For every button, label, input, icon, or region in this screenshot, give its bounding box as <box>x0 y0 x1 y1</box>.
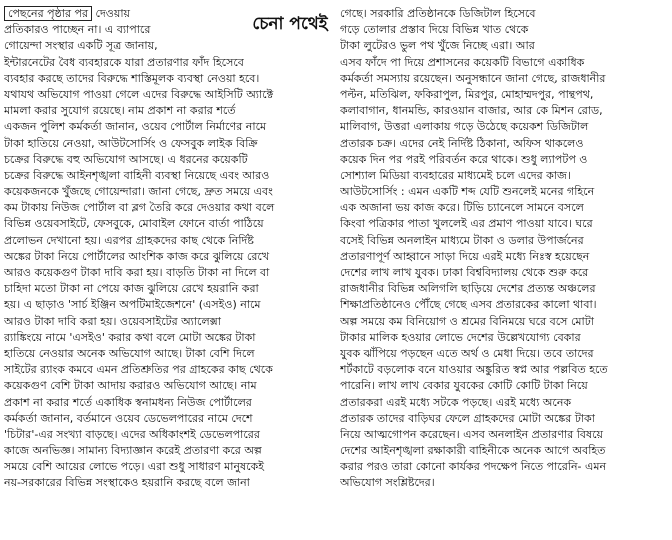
continuation-label: পেছনের পৃষ্ঠার পর <box>4 6 92 21</box>
text-line: গেছে। সরকারি প্রতিষ্ঠানকে ডিজিটাল হিসেবে <box>340 7 536 20</box>
text-line: প্রলোভন দেখানো হয়। এরপর গ্রাহকদের কাছ থেকে নির্দিষ্ট <box>4 233 254 247</box>
text-line: কর্মকর্তা জানান, বর্তমানে ওয়েব ডেভেলপারের নামে দেশে <box>4 411 253 425</box>
text-line: ইন্টারনেটের বৈধ ব্যবহারকে যারা প্রতারণার ফাঁদ হিসেবে <box>4 55 244 69</box>
text-line: কয়েক দিন পর পরই পরিবর্তন করে থাকে। শুধু ল্যাপটপ ও <box>340 152 588 166</box>
text-line: করার পরও তারা কোনো কার্যকর পদক্ষেপ নিতে পারেনি- এমন <box>340 460 607 474</box>
text-line: অল্প সময়ে কম বিনিয়োগ ও শ্রমের বিনিময়ে ঘরে বসে মোটা <box>340 314 594 328</box>
text-line: যথাযথ অভিযোগ পাওয়া গেলে এদের বিরুদ্ধে আইসিটি অ্যাক্টে <box>4 87 274 101</box>
text-line: পারেনি। লাখ লাখ বেকার যুবকের কোটি কোটি টাকা নিয়ে <box>340 379 588 393</box>
text-line: প্রতারক চক্র। এদের নেই নির্দিষ্ট ঠিকানা, অফিস থাকলেও <box>340 136 584 150</box>
text-line: কিংবা পত্রিকার পাতা খুললেই এর প্রমাণ পাওয়া যাবে। ঘরে <box>340 217 593 231</box>
text-line: যুবক ঝাঁপিয়ে পড়ছেন এতে অর্থ ও মেধা দিয়ে। তবে তাদের <box>340 346 594 360</box>
text-line: পল্টন, মতিঝিল, ফকিরাপুল, মিরপুর, মোহাম্মদপুর, পান্থপথ, <box>340 87 594 101</box>
text-line: প্রকাশ না করার শর্তে একাধিক স্বনামধন্য নিউজ পোর্টালের <box>4 395 252 409</box>
text-line: কম টাকায় নিউজ পোর্টাল বা ব্লগ তৈরি করে দেওয়ার কথা বলে <box>4 201 275 215</box>
text-line: চক্রের বিরুদ্ধে বহু অভিযোগ আসছে। এ ধরনের কয়েকটি <box>4 152 248 166</box>
text-line: রাজধানীর বিভিন্ন অলিগলি ছাড়িয়ে দেশের প্রত্যন্ত অঞ্চলের <box>340 282 596 296</box>
text-line: বিভিন্ন ওয়েবসাইটে, ফেসবুকে, মোবাইল ফোনে বার্তা পাঠিয়ে <box>4 217 264 231</box>
text-line: শর্টকাটে বড়লোক বনে যাওয়ার অঙ্কুরিত স্বপ্ন আর পল্লবিত হতে <box>340 363 608 377</box>
text-line: কয়েকজনকে খুঁজছে গোয়েন্দারা। জানা গেছে, দ্রুত সময়ে এবং <box>4 185 273 199</box>
text-line: কর্মকর্তা সমস্যায় রয়েছেন। অনুসন্ধানে জানা গেছে, রাজধানীর <box>340 71 606 85</box>
text-line: গোয়েন্দা সংস্থার একটি সূত্র জানায়, <box>4 39 158 53</box>
text-line: 'চিটার'-এর সংখ্যা বাড়ছে। এদের অধিকাংশই ডেভেলপারের <box>4 427 260 441</box>
text-line: দেওয়ায় <box>92 7 131 20</box>
text-line: এক অজানা ভয় কাজ করে। টিভি চ্যানেলে সামনে বসলে <box>340 201 584 215</box>
text-line: এসব ফাঁদে পা দিয়ে প্রশাসনের কয়েকটি বিভাগে একাধিক <box>340 55 585 69</box>
text-line: বসেই বিভিন্ন অনলাইন মাধ্যমে টাকা ও ডলার উপার্জনের <box>340 233 584 247</box>
right-column <box>340 6 668 492</box>
text-line: শিক্ষাপ্রতিষ্ঠানেও পৌঁছে গেছে এসব প্রতারকের কালো থাবা। <box>340 298 597 312</box>
text-line: মালিবাগ, উত্তরা এলাকায় গড়ে উঠেছে কয়েকশ ডিজিটাল <box>340 120 589 134</box>
text-line: প্রতারকরা এরই মধ্যে সটকে পড়ছে। এরই মধ্যে অনেক <box>340 395 572 409</box>
text-line: সাইটের র‍্যাংক কমবে এমন প্রতিশ্রুতির পর গ্রাহকের কাছ থেকে <box>4 363 273 377</box>
text-line: সোশ্যাল মিডিয়া ব্যবহারের মাধ্যমেই চলে এদের কাজ। <box>340 168 571 182</box>
text-line: আউটসোর্সিং : এমন একটি শব্দ যেটি শুনলেই মনের গহিনে <box>340 185 595 199</box>
text-line: প্রতারক তাদের বাড়িঘর ফেলে গ্রাহকদের মোটা অঙ্কের টাকা <box>340 411 595 425</box>
text-line: নিয়ে আত্মগোপন করেছেন। এসব অনলাইন প্রতারণার বিষয়ে <box>340 427 603 441</box>
text-line: নয়-সরকারের বিভিন্ন সংস্থাকেও হয়রানি করছে বলে জানা <box>4 476 250 490</box>
text-line: কাজে অনভিজ্ঞ। সামান্য বিদ্যাজ্ঞান করেই প্রতারণা করে অল্প <box>4 444 262 458</box>
text-line: টাকা লুটেরও ভুল পথ খুঁজে নিচ্ছে এরা। আর <box>340 39 535 53</box>
article-title: চেনা পথেই <box>248 8 332 40</box>
text-line: ব্যবহার করছে তাদের বিরুদ্ধে শাস্তিমূলক ব্যবস্থা নেওয়া হবে। <box>4 71 260 85</box>
text-line: একজন পুলিশ কর্মকর্তা জানান, ওয়েব পোর্টাল নির্মাণের নামে <box>4 120 267 134</box>
text-line: টাকা হাতিয়ে নেওয়া, আউটসোর্সিং ও ফেসবুক লাইক বিক্রি <box>4 136 258 150</box>
text-line: মামলা করার সুযোগ রয়েছে। নাম প্রকাশ না করার শর্তে <box>4 104 236 118</box>
text-line: দেশের আইনশৃঙ্খলা রক্ষাকারী বাহিনীকে অনেক আগে অবহিত <box>340 444 606 458</box>
text-line: কলাবাগান, ধানমন্ডি, কারওয়ান বাজার, আর কে মিশন রোড, <box>340 104 603 118</box>
text-line: হাতিয়ে নেওয়ার অনেক অভিযোগ আছে। টাকা বেশি দিলে <box>4 346 255 360</box>
text-line: দেশের লাখ লাখ যুবক। ঢাকা বিশ্ববিদ্যালয় থেকে শুরু করে <box>340 266 589 279</box>
text-line: হয়। এ ছাড়াও 'সার্চ ইঞ্জিন অপটিমাইজেশনে' (এসইও) নামে <box>4 298 261 312</box>
text-line: প্রতিকারও পাচ্ছেন না। এ ব্যাপারে <box>4 23 151 37</box>
text-line: অভিযোগ সংশ্লিষ্টদের। <box>340 476 435 490</box>
text-line: আরও কয়েকগুণ টাকা দাবি করা হয়। বাড়তি টাকা না দিলে বা <box>4 266 270 279</box>
text-line: চক্রের বিরুদ্ধে আইনশৃঙ্খলা বাহিনী ব্যবস্থা নিয়েছে এবং আরও <box>4 168 270 182</box>
text-line: সময়ে বেশি আয়ের লোভে পড়ে। এরা শুধু সাধারণ মানুষকেই <box>4 460 264 474</box>
text-line: গড়ে তোলার প্রস্তাব দিয়ে বিভিন্ন খাত থেকে <box>340 23 529 37</box>
text-line: প্রতারণাপূর্ণ আহ্বানে সাড়া দিয়ে এরই মধ্যে নিঃস্ব হয়েছেন <box>340 249 590 263</box>
text-line: অঙ্কের টাকা নিয়ে পোর্টালের আংশিক কাজ করে ঝুলিয়ে রেখে <box>4 249 270 263</box>
text-line: আরও টাকা দাবি করা হয়। ওয়েবসাইটের অ্যালেক্সা <box>4 314 221 328</box>
text-line: র‍্যাঙ্কিংয়ে নামে 'এসইও' করার কথা বলে মোটা অঙ্কের টাকা <box>4 330 256 344</box>
text-line: চাহিদা মতো টাকা না পেয়ে কাজ ঝুলিয়ে রেখে হয়রানি করা <box>4 282 259 296</box>
text-line: কয়েকগুণ বেশি টাকা আদায় করারও অভিযোগ আছে। নাম <box>4 379 257 393</box>
left-column <box>4 6 332 492</box>
text-line: টাকার মালিক হওয়ার লোভে দেশের উল্লেখযোগ্য বেকার <box>340 330 581 344</box>
